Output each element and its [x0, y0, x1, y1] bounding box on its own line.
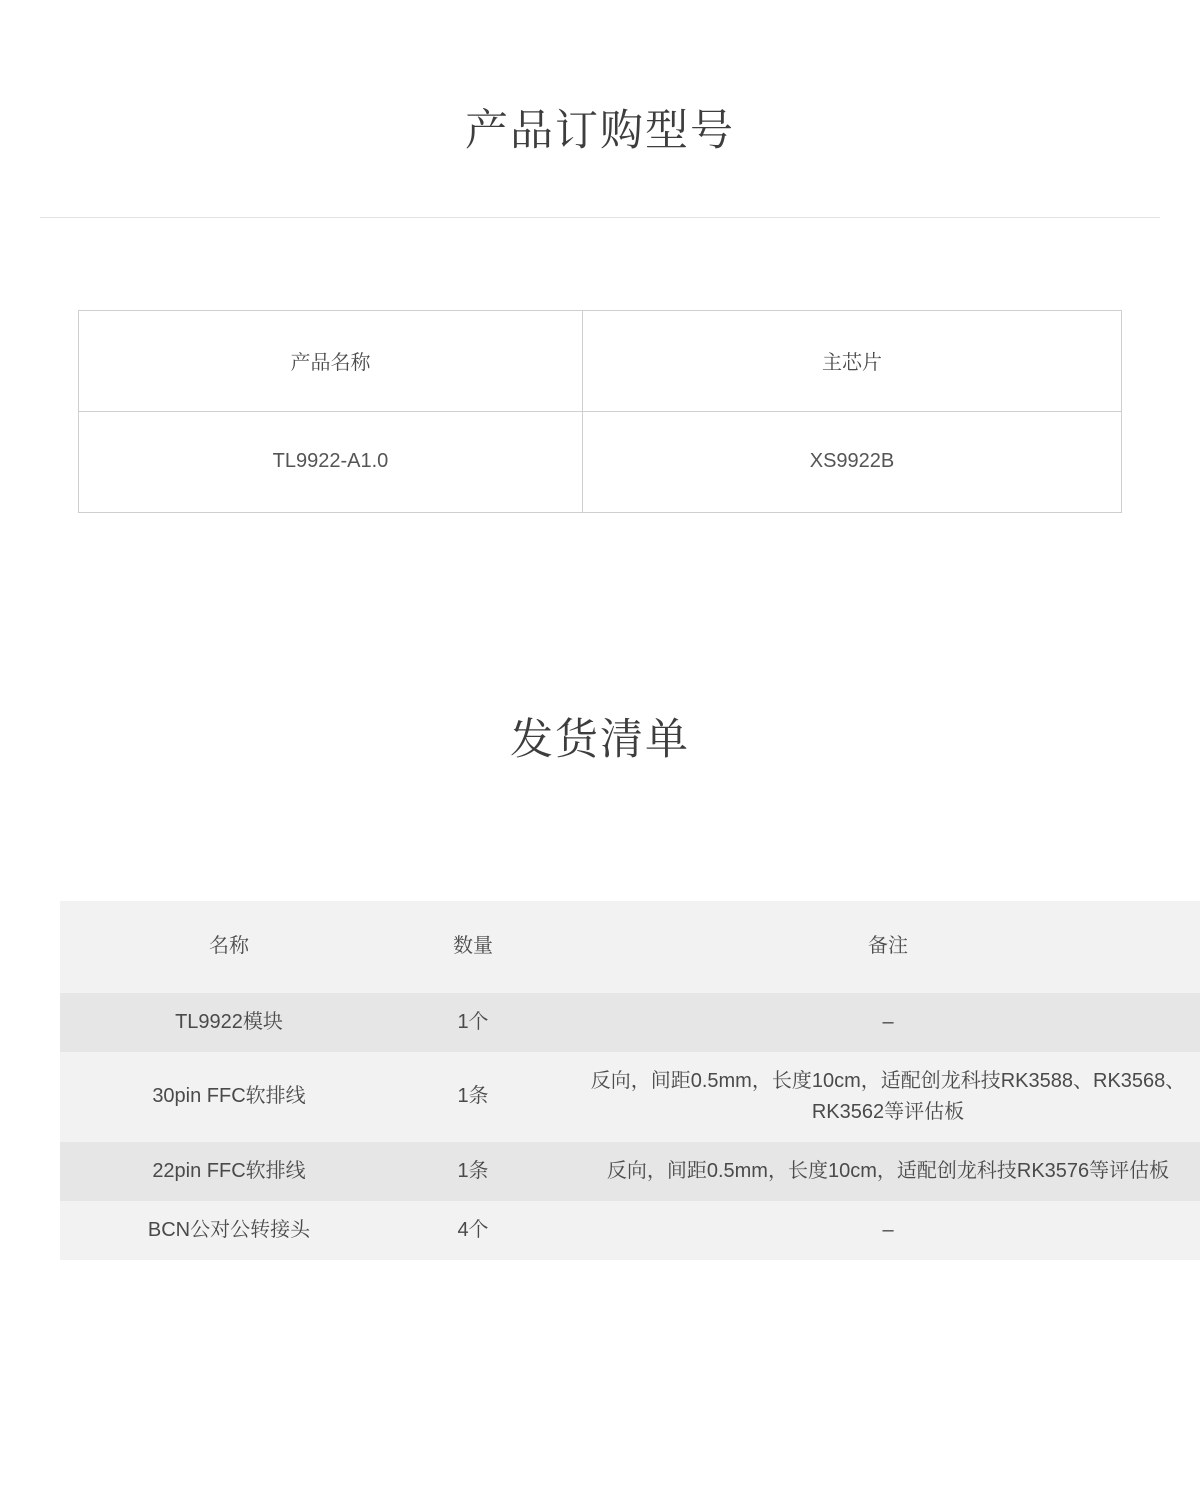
section-product-model [0, 0, 1200, 513]
table-row [79, 411, 1122, 512]
packing-list-table-container [60, 901, 1186, 1260]
table-row [60, 1201, 1200, 1260]
cell-item-remark: 反向，间距0.5mm，长度10cm，适配创龙科技RK3576等评估板 [548, 1142, 1200, 1201]
section-packing-list [0, 513, 1200, 1260]
table-row [60, 1142, 1200, 1201]
cell-product-name: TL9922-A1.0 [79, 411, 583, 512]
table-row [60, 993, 1200, 1052]
title-divider [40, 217, 1160, 218]
cell-item-name: TL9922模块 [60, 993, 398, 1052]
cell-item-name: 22pin FFC软排线 [60, 1142, 398, 1201]
column-header-main-chip: 主芯片 [583, 310, 1122, 411]
cell-item-quantity: 1个 [398, 993, 548, 1052]
page-title-packing-list: 发货清单 [510, 715, 690, 764]
cell-item-remark: – [548, 993, 1200, 1052]
cell-item-name: 30pin FFC软排线 [60, 1052, 398, 1142]
table-header-row [60, 901, 1200, 993]
cell-item-quantity: 1条 [398, 1142, 548, 1201]
cell-item-quantity: 1条 [398, 1052, 548, 1142]
table-row [60, 1052, 1200, 1142]
cell-item-quantity: 4个 [398, 1201, 548, 1260]
cell-item-remark: – [548, 1201, 1200, 1260]
column-header-quantity: 数量 [398, 901, 548, 993]
product-model-table [78, 310, 1122, 513]
product-model-table-container [78, 310, 1122, 513]
packing-list-table [60, 901, 1200, 1260]
column-header-remark: 备注 [548, 901, 1200, 993]
column-header-product-name: 产品名称 [79, 310, 583, 411]
page-title-product-model: 产品订购型号 [465, 107, 735, 155]
column-header-name: 名称 [60, 901, 398, 993]
table-header-row [79, 310, 1122, 411]
cell-item-remark: 反向，间距0.5mm，长度10cm，适配创龙科技RK3588、RK3568、RK3562等评估板 [548, 1052, 1200, 1142]
cell-item-name: BCN公对公转接头 [60, 1201, 398, 1260]
cell-main-chip: XS9922B [583, 411, 1122, 512]
